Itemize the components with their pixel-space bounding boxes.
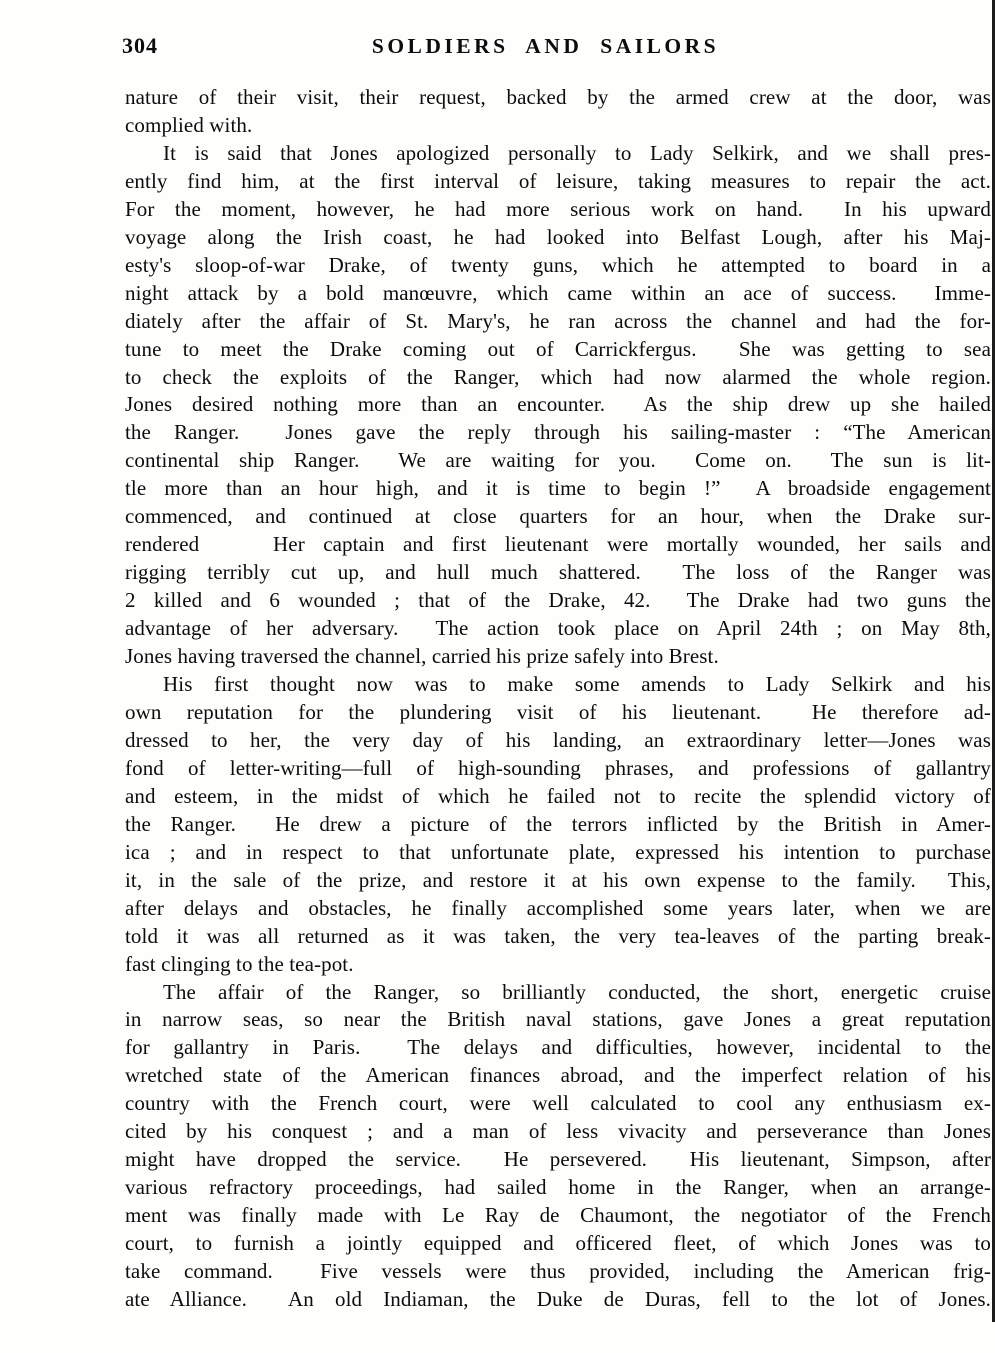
text-line: fast clinging to the tea-pot. xyxy=(125,951,354,976)
text-line: dressed to her, the very day of his landing, an extraordinary letter—Jones was xyxy=(125,727,991,752)
text-line: commenced, and continued at close quarters for an hour, when the Drake sur- xyxy=(125,504,991,529)
text-line: court, to furnish a jointly equipped and officered fleet, of which Jones was to xyxy=(125,1231,991,1256)
text-line: rendered Her captain and first lieutenant were mortally wounded, her sails and xyxy=(125,532,991,557)
text-line: ently find him, at the first interval of leisure, taking measures to repair the act. xyxy=(125,168,991,193)
text-line: Jones having traversed the channel, carried his prize safely into Brest. xyxy=(125,644,719,669)
text-line: and esteem, in the midst of which he failed not to recite the splendid victory of xyxy=(125,783,991,808)
text-line: diately after the affair of St. Mary's, he ran across the channel and had the for- xyxy=(125,308,991,333)
text-line: It is said that Jones apologized personally to Lady Selkirk, and we shall pres- xyxy=(163,140,991,165)
text-line: own reputation for the plundering visit of his lieutenant. He therefore ad- xyxy=(125,699,991,724)
text-line: take command. Five vessels were thus provided, including the American frig- xyxy=(125,1259,991,1284)
text-line: tune to meet the Drake coming out of Carrickfergus. She was getting to sea xyxy=(125,336,991,361)
text-line: the Ranger. Jones gave the reply through his sailing-master : “The American xyxy=(125,420,991,445)
text-line: tle more than an hour high, and it is time to begin !” A broadside engagement xyxy=(125,476,991,501)
text-line: ment was finally made with Le Ray de Chaumont, the negotiator of the French xyxy=(125,1203,991,1228)
text-line: wretched state of the American finances abroad, and the imperfect relation of his xyxy=(125,1063,991,1088)
text-line: esty's sloop-of-war Drake, of twenty guns, which he attempted to board in a xyxy=(125,252,991,277)
text-line: His first thought now was to make some amends to Lady Selkirk and his xyxy=(163,672,991,697)
text-line: cited by his conquest ; and a man of less vivacity and perseverance than Jones xyxy=(125,1119,991,1144)
text-line: to check the exploits of the Ranger, which had now alarmed the whole region. xyxy=(125,364,991,389)
text-line: complied with. xyxy=(125,112,253,137)
text-body xyxy=(125,84,991,1314)
text-line: ate Alliance. An old Indiaman, the Duke de Duras, fell to the lot of Jones. xyxy=(125,1286,991,1311)
text-line: continental ship Ranger. We are waiting for you. Come on. The sun is lit- xyxy=(125,448,991,473)
text-line: The affair of the Ranger, so brilliantly conducted, the short, energetic cruise xyxy=(163,979,991,1004)
text-line: various refractory proceedings, had sailed home in the Ranger, when an arrange- xyxy=(125,1175,991,1200)
page-number: 304 xyxy=(122,33,158,58)
text-line: Jones desired nothing more than an encounter. As the ship drew up she hailed xyxy=(125,392,991,417)
text-line: fond of letter-writing—full of high-sounding phrases, and professions of gallantry xyxy=(125,755,991,780)
text-line: advantage of her adversary. The action took place on April 24th ; on May 8th, xyxy=(125,616,991,641)
text-line: after delays and obstacles, he finally accomplished some years later, when we are xyxy=(125,895,991,920)
text-line: for gallantry in Paris. The delays and difficulties, however, incidental to the xyxy=(125,1035,991,1060)
text-line: country with the French court, were well calculated to cool any enthusiasm ex- xyxy=(125,1091,991,1116)
text-line: rigging terribly cut up, and hull much shattered. The loss of the Ranger was xyxy=(125,560,991,585)
text-line: night attack by a bold manœuvre, which came within an ace of success. Imme- xyxy=(125,280,991,305)
running-title: SOLDIERS AND SAILORS xyxy=(371,34,720,58)
text-line: For the moment, however, he had more serious work on hand. In his upward xyxy=(125,196,991,221)
text-line: nature of their visit, their request, backed by the armed crew at the door, was xyxy=(125,85,991,109)
text-line: voyage along the Irish coast, he had looked into Belfast Lough, after his Maj- xyxy=(125,224,991,249)
text-line: it, in the sale of the prize, and restore it at his own expense to the family. This, xyxy=(125,867,991,892)
text-line: ica ; and in respect to that unfortunate plate, expressed his intention to purchase xyxy=(125,839,991,864)
text-line: 2 killed and 6 wounded ; that of the Drake, 42. The Drake had two guns the xyxy=(125,588,991,613)
text-line: told it was all returned as it was taken, the very tea-leaves of the parting break- xyxy=(125,923,991,948)
running-head xyxy=(122,30,966,62)
text-line: in narrow seas, so near the British naval stations, gave Jones a great reputation xyxy=(125,1007,991,1032)
text-line: might have dropped the service. He persevered. His lieutenant, Simpson, after xyxy=(125,1147,991,1172)
text-line: the Ranger. He drew a picture of the terrors inflicted by the British in Amer- xyxy=(125,811,991,836)
